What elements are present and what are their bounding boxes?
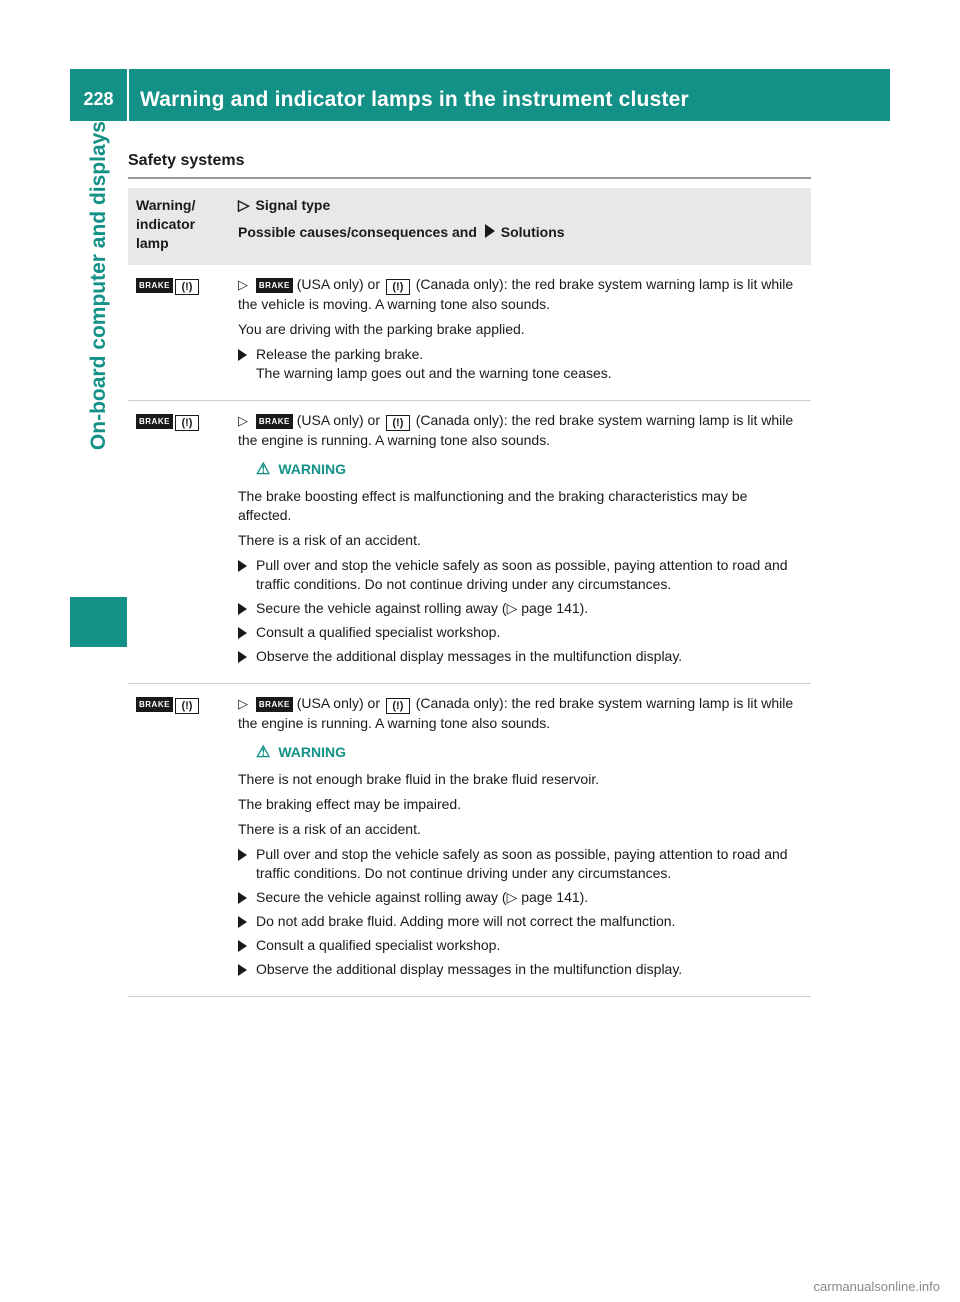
- chapter-label: On-board computer and displays: [87, 121, 110, 451]
- header-lamp: Warning/ indicator lamp: [128, 188, 230, 265]
- page-ref-triangle-icon: ▷: [506, 600, 518, 616]
- table-row: [128, 401, 811, 684]
- description-cell: [230, 684, 811, 997]
- step-arrow-icon: [238, 892, 247, 904]
- solution-step: Do not add brake fluid. Adding more will not correct the malfunction.: [238, 912, 803, 931]
- section-title: Safety systems: [128, 152, 245, 169]
- warning-text: The brake boosting effect is malfunctioning and the braking characteristics may be affected.: [238, 488, 748, 523]
- step-arrow-icon: [238, 964, 247, 976]
- page-ref-triangle-icon: ▷: [506, 889, 518, 905]
- brake-circle-icon: (!): [386, 279, 410, 295]
- table-header-row: [128, 188, 811, 265]
- table-row: [128, 684, 811, 997]
- solution-step: Secure the vehicle against rolling away (▷ page 141).: [238, 888, 803, 907]
- step-arrow-icon: [238, 603, 247, 615]
- watermark: carmanualsonline.info: [813, 1279, 940, 1294]
- solutions-arrow-icon: [485, 224, 495, 238]
- lamp-cell: [128, 401, 230, 684]
- lamp-cell: [128, 684, 230, 997]
- warning-heading: ⚠ WARNING: [256, 461, 347, 478]
- warning-text: There is a risk of an accident.: [238, 532, 421, 548]
- signal-text: ▷ BRAKE (USA only) or (!) (Canada only): the red brake system warning lamp is lit while the vehicle is moving. A warning tone also sounds.: [238, 276, 794, 312]
- signal-text: ▷ BRAKE (USA only) or (!) (Canada only): the red brake system warning lamp is lit while the engine is running. A warning tone also sounds.: [238, 412, 794, 448]
- signal-triangle-icon: ▷: [238, 413, 248, 428]
- signal-triangle-icon: ▷: [238, 197, 250, 214]
- header-signal-causes: [230, 188, 811, 265]
- signal-header: [238, 197, 330, 213]
- brake-circle-icon: (!): [175, 279, 199, 295]
- brake-icon: BRAKE: [256, 278, 293, 293]
- warning-text: The braking effect may be impaired.: [238, 796, 462, 812]
- page-title: Warning and indicator lamps in the instrument cluster: [140, 88, 689, 111]
- solutions-label: Solutions: [500, 224, 565, 240]
- solution-step: Consult a qualified specialist workshop.: [238, 936, 803, 955]
- description-cell: [230, 401, 811, 684]
- brake-icon: BRAKE: [136, 697, 173, 712]
- causes-header: [238, 223, 803, 242]
- brake-circle-icon: (!): [386, 415, 410, 431]
- solution-step: Observe the additional display messages in the multifunction display.: [238, 647, 803, 666]
- solution-step: Pull over and stop the vehicle safely as soon as possible, paying attention to road and traffic conditions. Do not continue driving under any circumstances.: [238, 556, 803, 594]
- page-number: 228: [70, 69, 129, 121]
- causes-label: Possible causes/consequences and: [238, 224, 477, 240]
- brake-circle-icon: (!): [386, 698, 410, 714]
- solution-step: Pull over and stop the vehicle safely as soon as possible, paying attention to road and traffic conditions. Do not continue driving under any circumstances.: [238, 845, 803, 883]
- lamp-table: [128, 188, 811, 997]
- step-arrow-icon: [238, 627, 247, 639]
- step-arrow-icon: [238, 940, 247, 952]
- section-divider: [128, 177, 811, 179]
- description-cell: [230, 265, 811, 401]
- brake-circle-icon: (!): [175, 415, 199, 431]
- page-reference-link[interactable]: page 141).: [521, 600, 589, 616]
- solution-step: Consult a qualified specialist workshop.: [238, 623, 803, 642]
- step-arrow-icon: [238, 916, 247, 928]
- step-arrow-icon: [238, 651, 247, 663]
- brake-icon: BRAKE: [136, 414, 173, 429]
- brake-circle-icon: (!): [175, 698, 199, 714]
- lamp-cell: [128, 265, 230, 401]
- warning-text: There is a risk of an accident.: [238, 821, 421, 837]
- solution-step: Secure the vehicle against rolling away (▷ page 141).: [238, 599, 803, 618]
- solution-step: Observe the additional display messages in the multifunction display.: [238, 960, 803, 979]
- brake-icon: BRAKE: [136, 278, 173, 293]
- signal-type-label: Signal type: [255, 197, 331, 213]
- step-arrow-icon: [238, 560, 247, 572]
- warning-triangle-icon: ⚠: [256, 461, 271, 478]
- signal-triangle-icon: ▷: [238, 696, 248, 711]
- signal-text: ▷ BRAKE (USA only) or (!) (Canada only): the red brake system warning lamp is lit while the engine is running. A warning tone also sounds.: [238, 695, 794, 731]
- step-arrow-icon: [238, 849, 247, 861]
- warning-triangle-icon: ⚠: [256, 744, 271, 761]
- cause-text: You are driving with the parking brake applied.: [238, 321, 525, 337]
- brake-icon: BRAKE: [256, 697, 293, 712]
- warning-text: There is not enough brake fluid in the brake fluid reservoir.: [238, 771, 600, 787]
- brake-icon: BRAKE: [256, 414, 293, 429]
- side-tab-marker: [70, 597, 127, 647]
- page-reference-link[interactable]: page 141).: [521, 889, 589, 905]
- signal-triangle-icon: ▷: [238, 277, 248, 292]
- step-arrow-icon: [238, 349, 247, 361]
- table-row: [128, 265, 811, 401]
- warning-heading: ⚠ WARNING: [256, 744, 347, 761]
- solution-step: Release the parking brake. The warning lamp goes out and the warning tone ceases.: [238, 345, 803, 383]
